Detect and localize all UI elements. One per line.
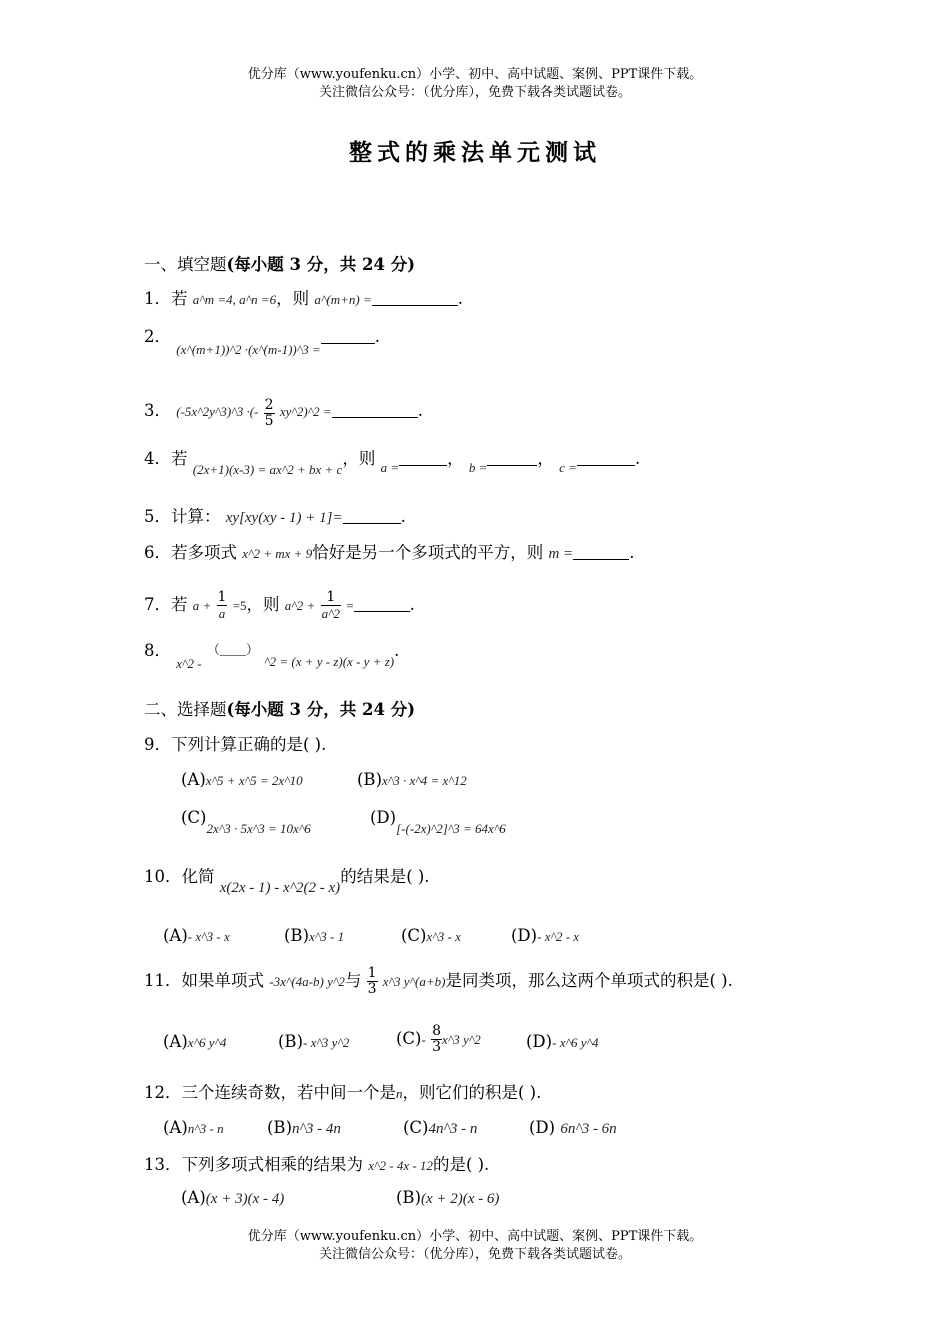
q2-answer-blank[interactable] xyxy=(321,329,375,344)
question-5 xyxy=(144,506,406,529)
q4-sep-2: ， xyxy=(537,449,554,468)
q3-number: 3． xyxy=(144,401,171,420)
q11-fraction: $\frac{1}{3}$ xyxy=(367,965,377,997)
q9-option-d[interactable]: $(D)_{[-(-2x)\^{}2]\^{}3 = 64x\^{}6}$ xyxy=(370,808,506,836)
q11-post: 是同类项，那么这两个单项式的积是( ). xyxy=(445,971,733,990)
q6-m-label: m = xyxy=(548,546,574,562)
q10-number: 10． xyxy=(144,867,182,886)
q11-pre: 如果单项式 xyxy=(181,971,264,990)
q10-option-b[interactable]: (B)x^3 - 1 xyxy=(284,926,345,945)
q5-number: 5． xyxy=(144,507,171,526)
q11-option-c[interactable]: (C)- $\frac{8}{3}$ x^3 y^2 xyxy=(396,1023,481,1055)
q7-mid: ，则 xyxy=(246,595,280,614)
q4-a-label: a = xyxy=(380,460,400,475)
q1-expression: a^(m+n) = xyxy=(314,292,372,307)
footer-line-1: 优分库（www.youfenku.cn）小学、初中、高中试题、案例、PPT课件下载。 xyxy=(247,1229,703,1244)
section-2-label: 二、选择题 xyxy=(144,700,227,719)
q7-fraction-2: $\frac{1}{a\^{}2}$ xyxy=(321,589,341,621)
q6-end: . xyxy=(629,543,635,562)
question-10 xyxy=(144,866,430,896)
q11-expression-2: x^3 y^(a+b) xyxy=(382,974,446,989)
question-4 xyxy=(144,448,641,477)
section-1-score: (每小题 3 分，共 24 分) xyxy=(226,255,416,274)
question-9 xyxy=(144,734,326,756)
q10-option-c[interactable]: (C)x^3 - x xyxy=(401,926,461,945)
footer-line-2: 关注微信公众号：（优分库），免费下载各类试题试卷。 xyxy=(318,1247,631,1262)
q5-expression: xy[xy(xy - 1) + 1]= xyxy=(225,510,343,526)
q11-option-d[interactable]: (D)- x^6 y^4 xyxy=(526,1032,599,1051)
q4-b-blank[interactable] xyxy=(487,451,537,466)
q8-paren-blank[interactable]: （____） xyxy=(206,642,259,657)
q7-expression-a: a + xyxy=(192,598,212,613)
q11-number: 11． xyxy=(144,971,182,990)
section-1-label: 一、填空题 xyxy=(144,255,227,274)
q9-option-c[interactable]: $(C)_{2x\^{}3 \cdot 5x\^{}3 = 10x\^{}6}$ xyxy=(181,808,311,836)
q13-number: 13． xyxy=(144,1155,182,1174)
question-6 xyxy=(144,542,634,565)
q3-expression-a: (-5x^2y^3)^3 ·(- xyxy=(176,404,259,419)
header-line-1: 优分库（www.youfenku.cn）小学、初中、高中试题、案例、PPT课件下载。 xyxy=(247,67,703,82)
q2-expression: (x^(m+1))^2 ·(x^(m-1))^3 = xyxy=(176,342,321,357)
question-12 xyxy=(144,1082,541,1105)
q5-pre: 计算： xyxy=(171,507,221,526)
q11-mid: 与 xyxy=(344,971,362,990)
q13-post: 的是( ). xyxy=(432,1155,490,1174)
q11-expression-1: -3x^(4a-b) y^2 xyxy=(269,974,345,989)
q12-number: 12． xyxy=(144,1083,182,1102)
q1-condition: a^m =4, a^n =6 xyxy=(192,292,277,307)
q1-mid: ，则 xyxy=(276,289,310,308)
q7-expression-b: a^2 + xyxy=(284,598,316,613)
question-3 xyxy=(144,396,423,427)
q7-end: . xyxy=(409,595,415,614)
q7-fraction-1: $\frac{1}{a}$ xyxy=(217,589,227,621)
q4-a-blank[interactable] xyxy=(399,451,447,466)
section-1-heading xyxy=(144,254,415,276)
q13-expression: x^2 - 4x - 12 xyxy=(368,1158,433,1173)
q13-pre: 下列多项式相乘的结果为 xyxy=(181,1155,363,1174)
q7-pre: 若 xyxy=(171,595,188,614)
q12-option-d[interactable]: (D) 6n^3 - 6n xyxy=(529,1118,617,1137)
q10-option-d[interactable]: (D)- x^2 - x xyxy=(511,926,580,945)
q8-end: . xyxy=(394,641,400,660)
section-2-heading xyxy=(144,699,415,721)
q10-post: 的结果是( ). xyxy=(340,867,430,886)
question-1 xyxy=(144,288,463,311)
q2-number: 2． xyxy=(144,327,171,346)
q4-expression: (2x+1)(x-3) = ax^2 + bx + c xyxy=(192,462,343,477)
q6-expression: x^2 + mx + 9 xyxy=(242,546,313,561)
q1-pre: 若 xyxy=(171,289,188,308)
q9-option-a[interactable]: (A)x^5 + x^5 = 2x^10 xyxy=(181,770,303,789)
question-13 xyxy=(144,1154,489,1177)
q7-equals: = xyxy=(346,598,354,613)
q3-expression-b: xy^2)^2 = xyxy=(279,404,332,419)
q6-answer-blank[interactable] xyxy=(573,545,629,560)
q8-expression-a: x^2 - xyxy=(176,656,202,671)
q4-c-blank[interactable] xyxy=(577,451,635,466)
q4-b-label: b = xyxy=(468,460,488,475)
q9-number: 9． xyxy=(144,735,171,754)
q2-end: . xyxy=(374,327,381,346)
q12-stem-a: 三个连续奇数，若中间一个是 xyxy=(181,1083,396,1102)
q12-option-a[interactable]: (A)n^3 - n xyxy=(163,1118,224,1137)
q8-number: 8． xyxy=(144,641,171,660)
q12-n: n xyxy=(396,1086,403,1101)
q5-end: . xyxy=(400,507,406,526)
q3-fraction: $\frac{2}{5}$ xyxy=(264,397,274,429)
q3-answer-blank[interactable] xyxy=(332,403,418,418)
q10-pre: 化简 xyxy=(181,867,215,886)
q12-option-b[interactable]: (B)n^3 - 4n xyxy=(267,1118,341,1137)
q3-end: . xyxy=(417,401,423,420)
q4-pre: 若 xyxy=(171,449,188,468)
q5-answer-blank[interactable] xyxy=(343,509,401,524)
section-2-score: (每小题 3 分，共 24 分) xyxy=(226,700,416,719)
q11-option-b[interactable]: (B)- x^3 y^2 xyxy=(278,1032,350,1051)
q1-number: 1． xyxy=(144,289,171,308)
question-7 xyxy=(144,590,415,621)
q4-mid: ，则 xyxy=(342,449,376,468)
q4-number: 4． xyxy=(144,449,171,468)
q1-end: . xyxy=(457,289,463,308)
q12-option-c[interactable]: (C)4n^3 - n xyxy=(403,1118,478,1137)
q9-stem: 下列计算正确的是( ). xyxy=(171,735,327,754)
question-8 xyxy=(144,640,400,671)
q4-end: . xyxy=(634,449,641,468)
q7-equals-5: =5 xyxy=(232,598,247,613)
header-line-2: 关注微信公众号：（优分库），免费下载各类试题试卷。 xyxy=(318,85,631,100)
q10-option-a[interactable]: (A)- x^3 - x xyxy=(163,926,230,945)
q6-pre: 若多项式 xyxy=(171,543,237,562)
q9-option-b[interactable]: (B)x^3 · x^4 = x^12 xyxy=(357,770,467,789)
q12-stem-b: ，则它们的积是( ). xyxy=(402,1083,542,1102)
q4-sep-1: ， xyxy=(447,449,464,468)
q7-answer-blank[interactable] xyxy=(354,597,410,612)
question-11 xyxy=(144,966,733,997)
q11-option-a[interactable]: (A)x^6 y^4 xyxy=(163,1032,227,1051)
q7-number: 7． xyxy=(144,595,171,614)
q13-option-b[interactable]: (B)(x + 2)(x - 6) xyxy=(396,1188,500,1207)
q13-option-a[interactable]: (A)(x + 3)(x - 4) xyxy=(181,1188,285,1207)
q10-expression: x(2x - 1) - x^2(2 - x) xyxy=(219,880,341,896)
q6-number: 6． xyxy=(144,543,171,562)
q8-expression-b: ^2 = (x + y - z)(x - y + z) xyxy=(264,654,395,669)
q4-c-label: c = xyxy=(559,460,577,475)
page-title: 整式的乘法单元测试 xyxy=(349,139,601,166)
q1-answer-blank[interactable] xyxy=(372,291,458,306)
q6-mid: 恰好是另一个多项式的平方，则 xyxy=(312,543,544,562)
